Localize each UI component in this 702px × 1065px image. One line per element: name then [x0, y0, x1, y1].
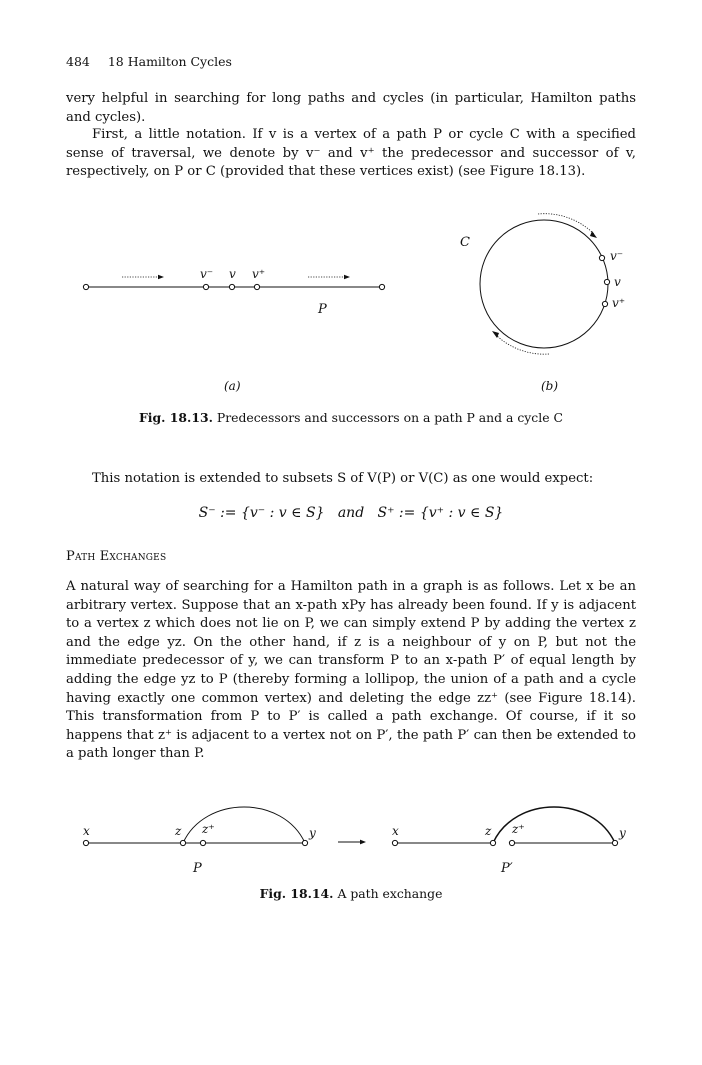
cycle-circle: [480, 220, 608, 348]
vertex-y: [302, 840, 307, 845]
caption-number: Fig. 18.14.: [259, 886, 334, 901]
vertex-z-plus: [200, 840, 205, 845]
vertex-end: [379, 284, 384, 289]
paragraph-path-exchange: A natural way of searching for a Hamilton path in a graph is as follows. Let x be an arbitrary vertex. Suppose that an x-path xPy has already been found. If y is adjacent to a vertex z which does not lie on P, we can simply extend P by adding the vertex z and the edge yz. On the other hand, if z is a neighbour of y on P, but not the immediate predecessor of y, we can transform P to an x-path P′ of equal length by adding the edge yz to P (thereby forming a lollipop, the union of a path and a cycle having exactly one common vertex) and deleting the edge zz⁺ (see Figure 18.14). This transformation from P to P′ is called a path exchange. Of course, if it so happens that z⁺ is adjacent to a vertex not on P′, the path P′ can then be extended to a path longer than P.: [66, 579, 636, 762]
label-z: z: [485, 824, 492, 838]
chapter-title: 18 Hamilton Cycles: [107, 54, 232, 69]
vertex-z-plus: [509, 840, 514, 845]
label-y: y: [619, 826, 626, 840]
arrowhead: [590, 231, 597, 238]
label-v-minus: v⁻: [200, 267, 214, 281]
label-v: v: [614, 275, 621, 289]
vertex-start: [83, 284, 88, 289]
section-heading: Path Exchanges: [66, 549, 167, 564]
figure-cycle-b: [460, 214, 625, 393]
vertex-v: [229, 284, 234, 289]
caption-text: Predecessors and successors on a path P and a cycle C: [216, 410, 563, 425]
arrowhead: [158, 275, 164, 279]
paragraph-notation: First, a little notation. If v is a vertex of a path P or cycle C with a specified sense of traversal, we denote by v⁻ and v⁺ the predecessor and successor of v, respectively, on P or C (provided that these vertices exist) (see Figure 18.13).: [66, 127, 636, 180]
label-x: x: [392, 824, 399, 838]
label-P-prime: P′: [501, 861, 513, 876]
vertex-z: [180, 840, 185, 845]
figure-path-P: [83, 807, 316, 876]
label-P: P: [193, 861, 202, 876]
figure-18-14: [0, 795, 702, 880]
paragraph-subsets: This notation is extended to subsets S of V(P) or V(C) as one would expect:: [92, 471, 594, 486]
label-y: y: [309, 826, 316, 840]
label-v-plus: v⁺: [612, 296, 626, 310]
vertex-z: [490, 840, 495, 845]
caption-number: Fig. 18.13.: [139, 410, 213, 425]
vertex-x: [83, 840, 88, 845]
arrowhead: [360, 840, 366, 845]
label-z-plus: z⁺: [512, 822, 525, 836]
arrowhead: [344, 275, 350, 279]
running-header: [66, 54, 232, 69]
display-equation: [66, 505, 636, 521]
figure-18-13: [0, 200, 702, 400]
label-x: x: [83, 824, 90, 838]
label-cycle-C: C: [460, 235, 470, 250]
vertex-v-minus: [203, 284, 208, 289]
label-z: z: [175, 824, 182, 838]
label-z-plus: z⁺: [202, 822, 215, 836]
page-number: 484: [66, 54, 90, 69]
paragraph-intro: very helpful in searching for long paths and cycles (in particular, Hamilton paths and cycles).: [66, 91, 636, 125]
vertex-y: [612, 840, 617, 845]
vertex-v-plus: [254, 284, 259, 289]
figure-caption-18-13: [66, 410, 636, 425]
vertex-v-minus: [599, 255, 604, 260]
figure-caption-18-14: [66, 886, 636, 901]
vertex-x: [392, 840, 397, 845]
label-v: v: [229, 267, 236, 281]
label-path-P: P: [318, 302, 327, 317]
vertex-v-plus: [602, 301, 607, 306]
vertex-v: [604, 279, 609, 284]
label-v-plus: v⁺: [252, 267, 266, 281]
figure-path-P-prime: [392, 807, 626, 876]
sublabel-a: (a): [224, 379, 241, 393]
sublabel-b: (b): [541, 379, 559, 393]
figure-path-a: [83, 267, 384, 393]
equation-text: S⁻ := {v⁻ : v ∈ S} and S⁺ := {v⁺ : v ∈ S}: [198, 505, 504, 521]
caption-text: A path exchange: [337, 886, 443, 901]
label-v-minus: v⁻: [610, 249, 624, 263]
